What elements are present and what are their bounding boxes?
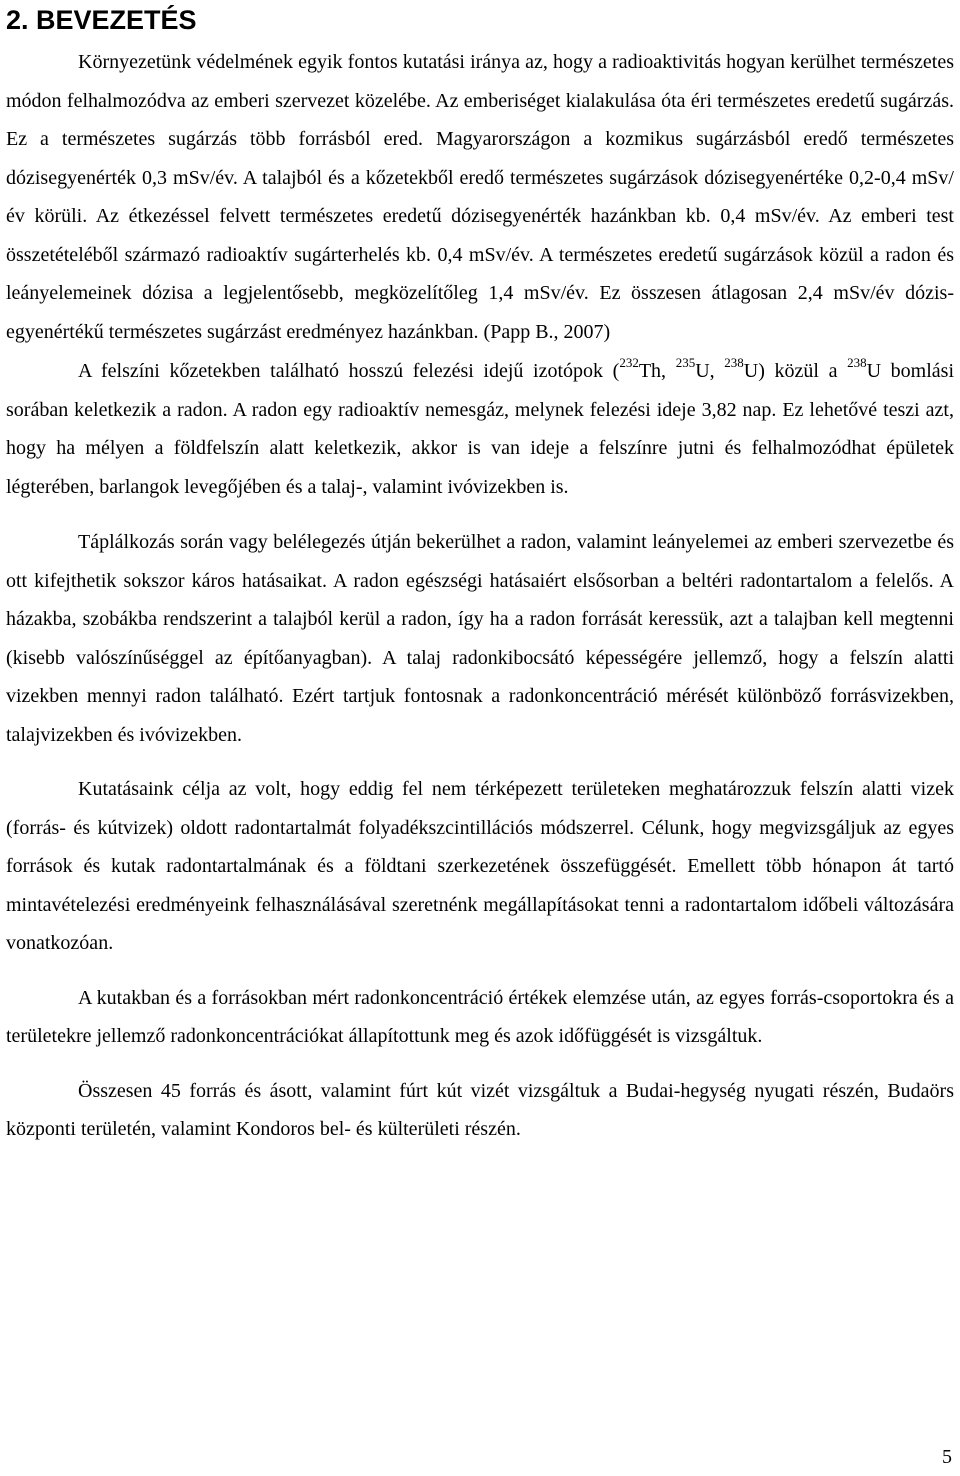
text-fragment: U) közül a [743,360,848,382]
text-fragment: U, [695,360,725,382]
paragraph-introduction: Környezetünk védelmének egyik fontos kutatási iránya az, hogy a radioaktivitás hogyan kerülhet természetes módon felhalmozódva az emberi szervezet közelébe. Az emberiséget kialakulása óta éri természetes eredetű sugárzás. Ez a természetes sugárzás több forrásból ered. Magyarországon a kozmikus sugárzásból eredő természetes dózisegyenérték 0,3 mSv/év. A talajból és a kőzetekből eredő természetes sugárzások dózisegyenértéke 0,2-0,4 mSv/év körüli. Az étkezéssel felvett természetes eredetű dózisegyenérték hazánkban kb. 0,4 mSv/év. Az emberi test összetételéből származó radioaktív sugárterhelés kb. 0,4 mSv/év. A természetes eredetű sugárzások közül a radon és leányelemeinek dózisa a legjelentősebb, megközelítőleg 1,4 mSv/év. Ez összesen átlagosan 2,4 mSv/év dózis-egyenértékű természetes sugárzást eredményez hazánkban. (Papp B., 2007) [6,51,954,343]
text-fragment: U bomlási sorában keletkezik a radon. A radon egy radioaktív nemesgáz, melynek felezési ideje 3,82 nap. Ez lehetővé teszi azt, hogy ha mélyen a földfelszín alatt keletkezik, akkor is van ideje a felszínre jutni és felhalmozódhat épületek légterében, barlangok levegőjében és a talaj-, valamint ivóvizekben is. [6,360,954,498]
isotope-mass-number: 238 [724,355,744,371]
body-text [6,43,954,1149]
isotope-mass-number: 238 [847,355,867,371]
isotope-mass-number: 235 [675,355,696,371]
paragraph-radon-origin [6,352,954,506]
text-fragment: A felszíni kőzetekben található hosszú felezési idejű izotópok ( [78,360,620,382]
paragraph-analysis: A kutakban és a forrásokban mért radonkoncentráció értékek elemzése után, az egyes forrás-csoportokra és a területekre jellemző radonkoncentrációkat állapítottunk meg és azok időfüggését is vizsgáltuk. [6,986,954,1047]
text-fragment: Th, [638,360,676,382]
paragraph-sample-sites: Összesen 45 forrás és ásott, valamint fúrt kút vizét vizsgáltuk a Budai-hegység nyugati részén, Budaörs központi területén, valamint Kondoros bel- és külterületi részén. [6,1079,954,1140]
isotope-mass-number: 232 [619,355,639,371]
paragraph-research-goals: Kutatásaink célja az volt, hogy eddig fel nem térképezett területeken meghatározzuk felszín alatti vizek (forrás- és kútvizek) oldott radontartalmát folyadékszcintillációs módszerrel. Célunk, hogy megvizsgáljuk az egyes források és kutak radontartalmának és a földtani szerkezetének összefüggését. Emellett több hónapon át tartó mintavételezési eredményeink felhasználásával szeretnénk megállapításokat tenni a radontartalom időbeli változására vonatkozóan. [6,778,954,954]
section-heading: 2. BEVEZETÉS [6,5,197,35]
page-number: 5 [942,1446,952,1468]
paragraph-health-effects: Táplálkozás során vagy belélegezés útján bekerülhet a radon, valamint leányelemei az emberi szervezetbe és ott kifejthetik sokszor káros hatásaikat. A radon egészségi hatásaiért elsősorban a beltéri radontartalom a felelős. A házakba, szobákba rendszerint a talajból kerül a radon, így ha a radon forrását keressük, azt a talajban kell megtenni (kisebb valószínűséggel az építőanyagban). A talaj radonkibocsátó képességére jellemző, hogy a felszín alatti vizekben mennyi radon található. Ezért tartjuk fontosnak a radonkoncentráció mérését különböző forrásvizekben, talajvizekben és ivóvizekben. [6,531,954,746]
